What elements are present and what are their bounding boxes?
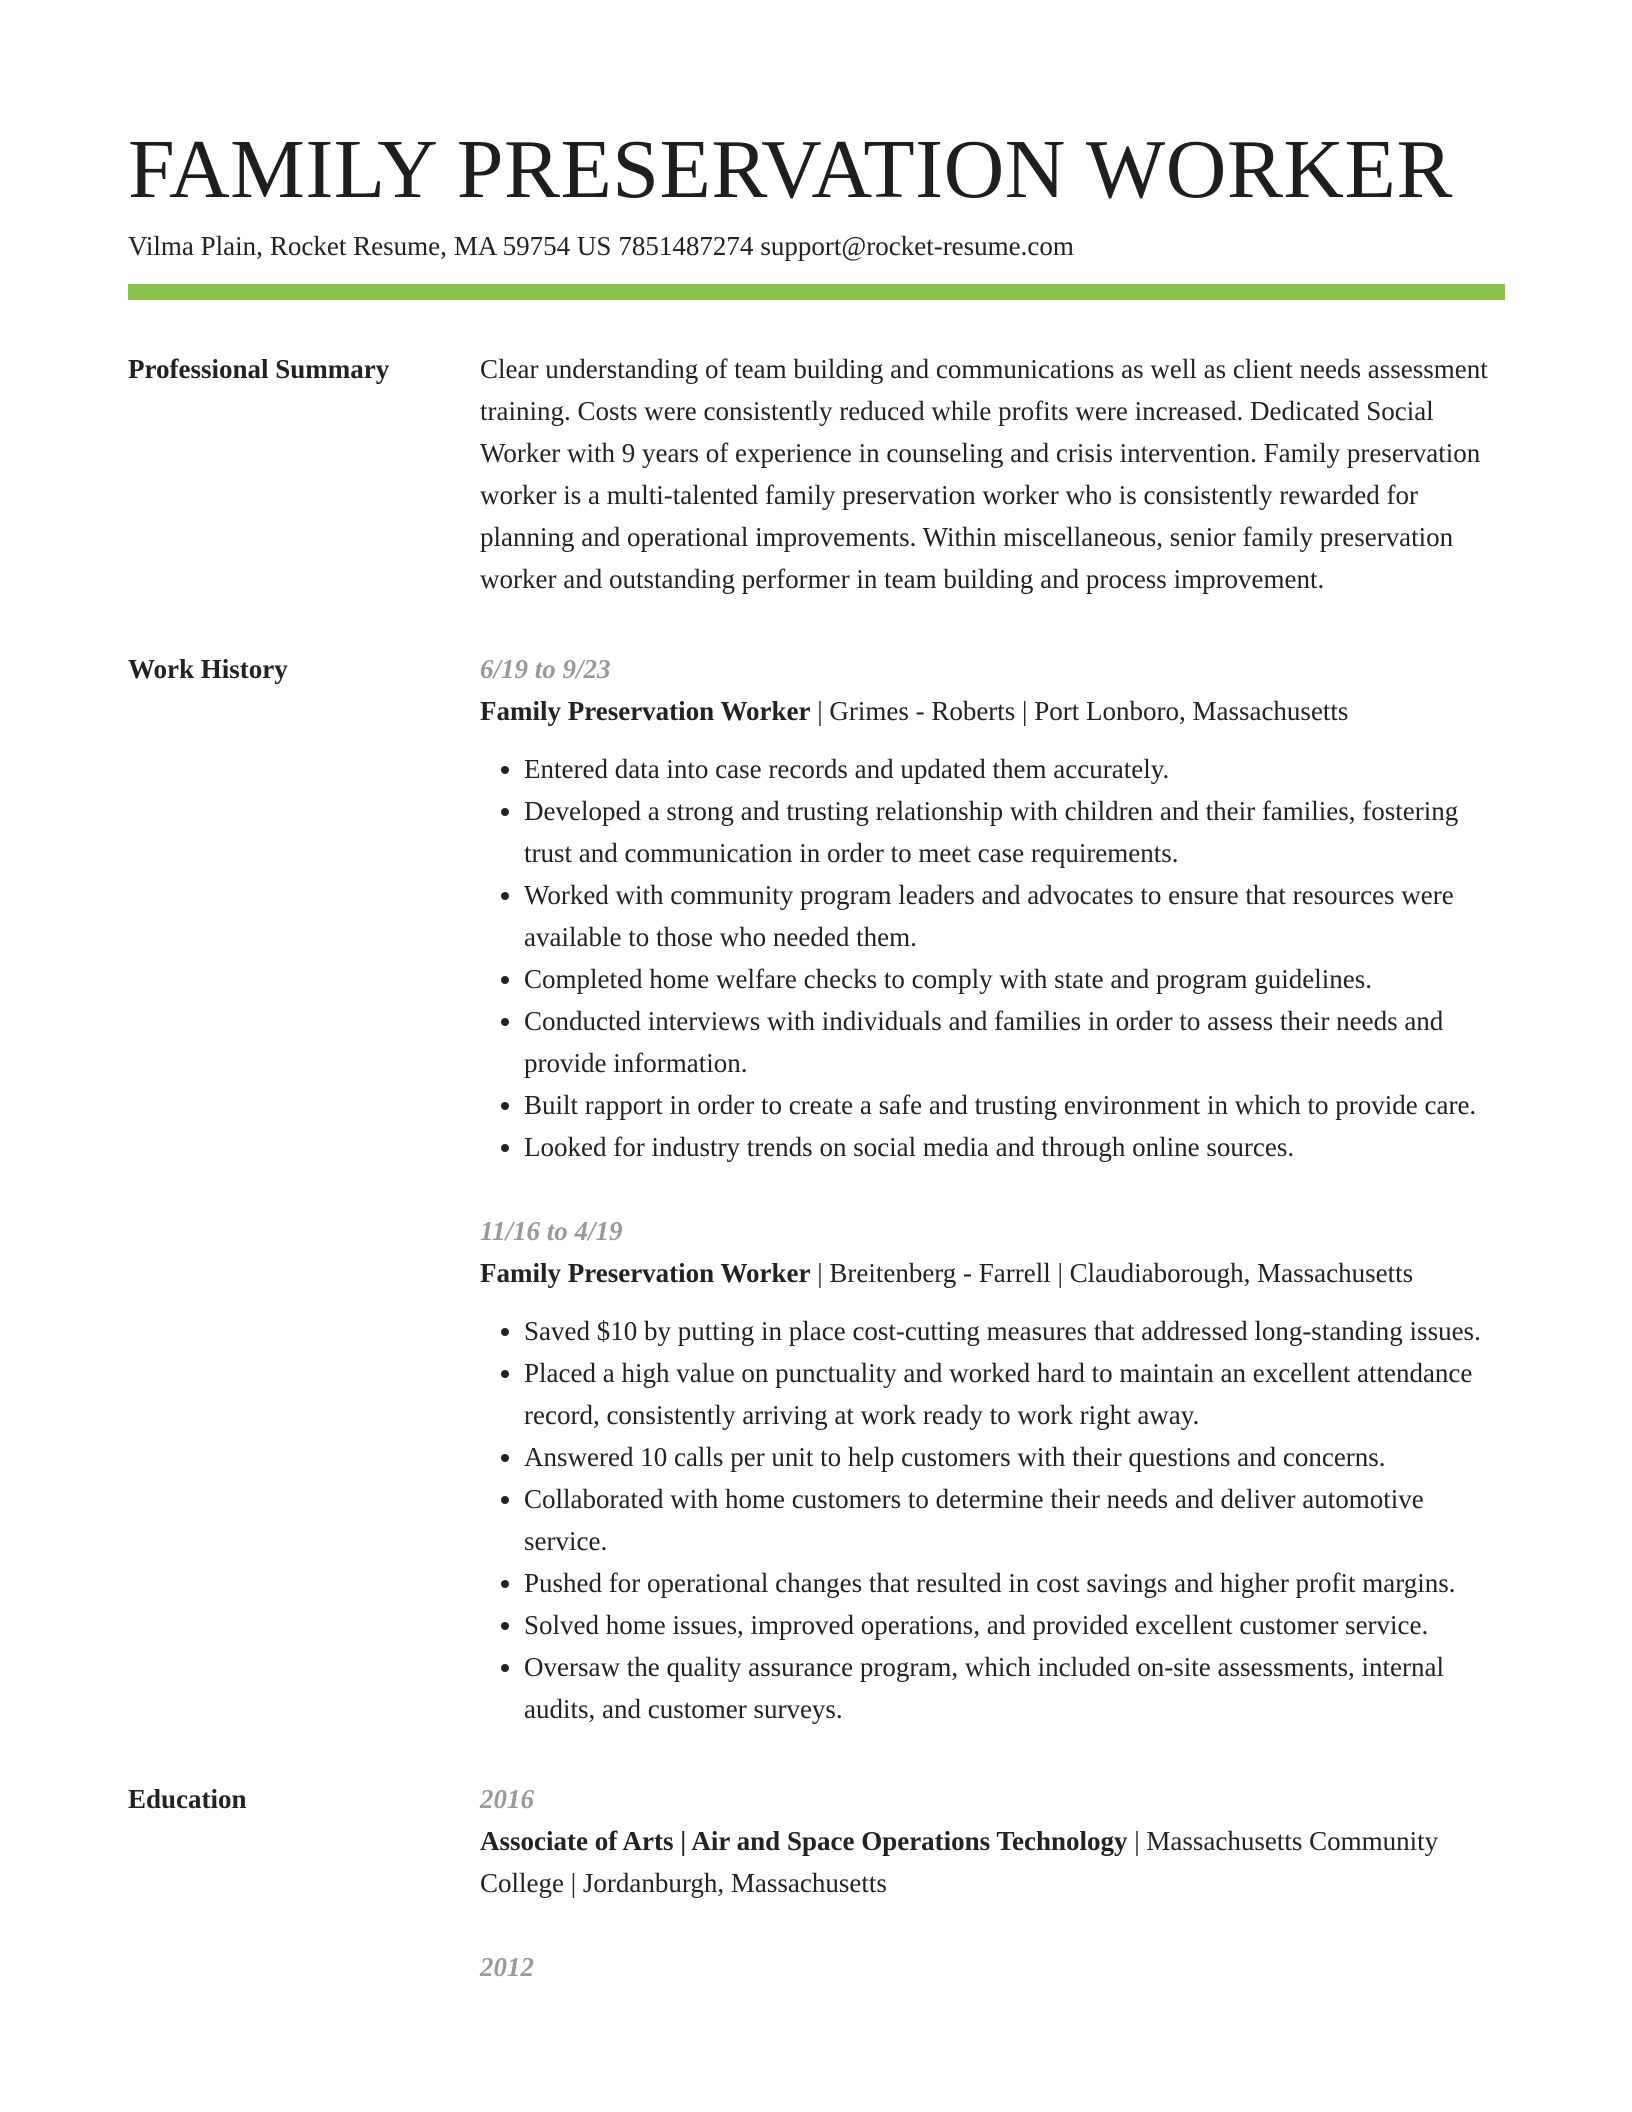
list-item: • Oversaw the quality assurance program, which included on-site assessments, internal audits, and customer surveys. <box>524 1646 1505 1730</box>
job-bullets <box>480 1310 1505 1730</box>
job-dates: 6/19 to 9/23 <box>480 654 611 684</box>
contact-name: Vilma Plain, <box>128 231 263 261</box>
list-item: • Answered 10 calls per unit to help customers with their questions and concerns. <box>524 1436 1505 1478</box>
section-label-work-history: Work History <box>128 654 288 684</box>
education-school: | Massachusetts Community College | Jordanburgh, Massachusetts <box>480 1826 1439 1898</box>
job-heading <box>480 1252 1505 1294</box>
list-item: • Looked for industry trends on social media and through online sources. <box>524 1126 1505 1168</box>
resume-page <box>128 120 1505 1988</box>
section-label-education: Education <box>128 1784 247 1814</box>
work-history-section <box>128 648 1505 1730</box>
job-entry <box>480 1210 1505 1730</box>
job-bullets <box>480 748 1505 1168</box>
resume-name: FAMILY PRESERVATION WORKER <box>128 123 1453 216</box>
education-heading <box>480 1820 1505 1904</box>
list-item: • Collaborated with home customers to determine their needs and deliver automotive service. <box>524 1478 1505 1562</box>
education-section <box>128 1778 1505 1988</box>
contact-phone: 7851487274 <box>618 231 754 261</box>
list-item: • Built rapport in order to create a safe and trusting environment in which to provide care. <box>524 1084 1505 1126</box>
list-item: • Completed home welfare checks to comply with state and program guidelines. <box>524 958 1505 1000</box>
list-item: • Worked with community program leaders and advocates to ensure that resources were available to those who needed them. <box>524 874 1505 958</box>
list-item: • Developed a strong and trusting relationship with children and their families, fostering trust and communication in order to meet case requirements. <box>524 790 1505 874</box>
list-item: • Saved $10 by putting in place cost-cutting measures that addressed long-standing issues. <box>524 1310 1505 1352</box>
education-year: 2012 <box>480 1952 534 1982</box>
job-employer-location: | Breitenberg - Farrell | Claudiaborough, Massachusetts <box>810 1258 1414 1288</box>
education-entry <box>480 1778 1505 1904</box>
education-year: 2016 <box>480 1784 534 1814</box>
contact-company: Rocket Resume, <box>269 231 447 261</box>
job-employer-location: | Grimes - Roberts | Port Lonboro, Massachusetts <box>810 696 1349 726</box>
education-degree: Associate of Arts | Air and Space Operations Technology <box>480 1826 1128 1856</box>
job-entry <box>480 648 1505 1168</box>
job-heading <box>480 690 1505 732</box>
job-title: Family Preservation Worker <box>480 696 811 726</box>
list-item: • Conducted interviews with individuals and families in order to assess their needs and provide information. <box>524 1000 1505 1084</box>
list-item: • Entered data into case records and updated them accurately. <box>524 748 1505 790</box>
job-dates: 11/16 to 4/19 <box>480 1216 623 1246</box>
contact-location: MA 59754 US <box>453 231 612 261</box>
list-item: • Placed a high value on punctuality and worked hard to maintain an excellent attendance record, consistently arriving at work ready to work right away. <box>524 1352 1505 1436</box>
header-divider <box>128 284 1505 300</box>
job-title: Family Preservation Worker <box>480 1258 811 1288</box>
education-entry <box>480 1946 1505 1988</box>
list-item: • Pushed for operational changes that resulted in cost savings and higher profit margins. <box>524 1562 1505 1604</box>
section-label-summary: Professional Summary <box>128 354 390 384</box>
contact-line <box>128 228 1505 264</box>
summary-section <box>128 348 1505 600</box>
summary-text: Clear understanding of team building and communications as well as client needs assessment training. Costs were consistently reduced while profits were increased. Dedicated Social Worker with 9 years of experience in counseling and crisis intervention. Family preservation worker is a multi-talented family preservation worker who is consistently rewarded for planning and operational improvements. Within miscellaneous, senior family preservation worker and outstanding performer in team building and process improvement. <box>480 354 1488 594</box>
contact-email: support@rocket-resume.com <box>760 231 1074 261</box>
list-item: • Solved home issues, improved operations, and provided excellent customer service. <box>524 1604 1505 1646</box>
